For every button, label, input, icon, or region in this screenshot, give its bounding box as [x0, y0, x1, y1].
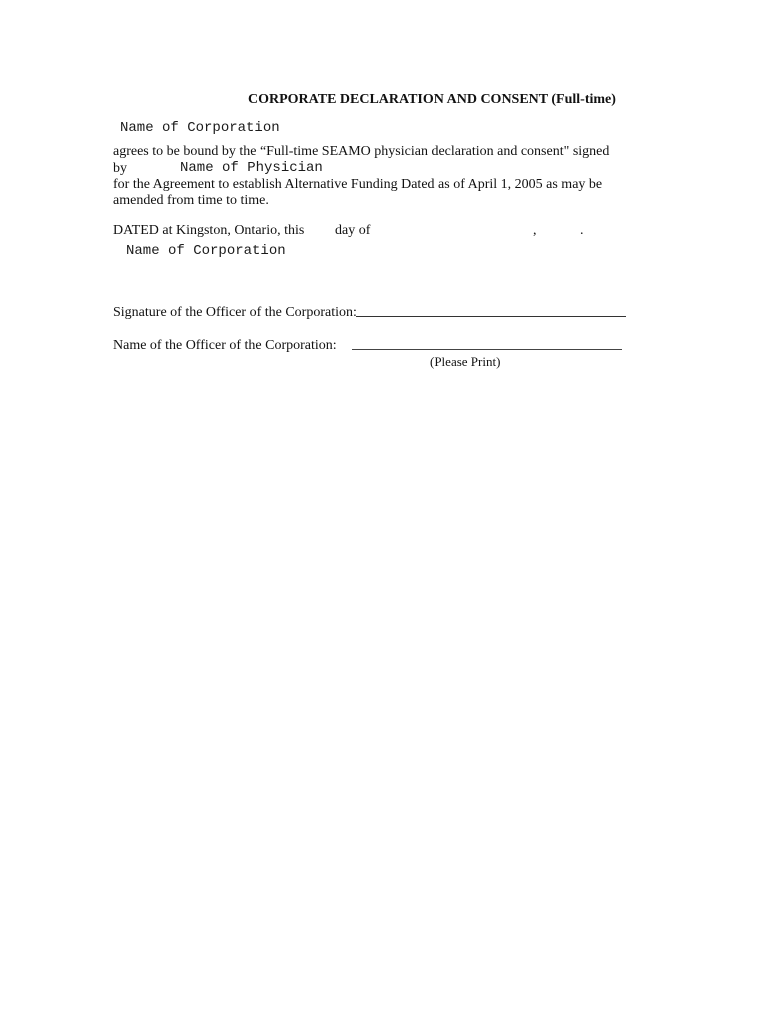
please-print-note: (Please Print)	[430, 354, 501, 369]
signature-label: Signature of the Officer of the Corporation:	[113, 305, 357, 320]
corporation-name-field-2[interactable]	[126, 243, 356, 259]
date-comma: ,	[533, 223, 537, 238]
officer-name-label: Name of the Officer of the Corporation:	[113, 338, 337, 353]
dated-label: DATED at Kingston, Ontario, this	[113, 223, 305, 238]
year-field[interactable]	[543, 222, 577, 238]
agreement-text: for the Agreement to establish Alternative Funding Dated as of April 1, 2005 as may be	[113, 177, 603, 192]
corporation-name-field[interactable]	[120, 120, 350, 136]
by-label: by	[113, 161, 127, 176]
officer-name-field[interactable]	[352, 334, 622, 350]
officer-name-line	[352, 349, 622, 350]
day-field[interactable]	[310, 222, 332, 238]
date-period: .	[580, 223, 584, 238]
document-title: CORPORATE DECLARATION AND CONSENT (Full-time)	[248, 92, 616, 107]
physician-name-field[interactable]	[180, 160, 400, 176]
agrees-text: agrees to be bound by the “Full-time SEAMO physician declaration and consent" signed	[113, 144, 610, 159]
day-of-label: day of	[335, 223, 371, 238]
month-field[interactable]	[380, 222, 530, 238]
amended-text: amended from time to time.	[113, 193, 269, 208]
signature-line[interactable]	[356, 316, 626, 317]
